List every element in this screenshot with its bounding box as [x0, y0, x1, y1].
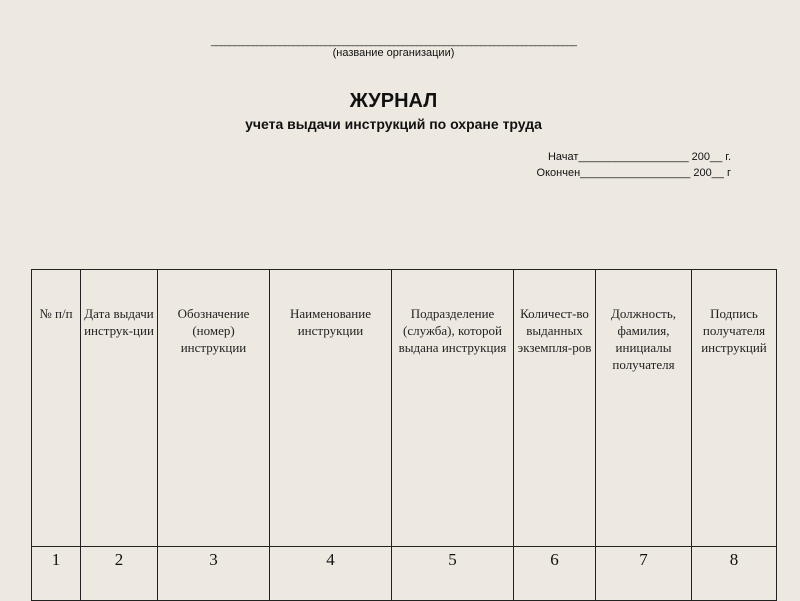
date-started-line: Начат__________________ 200__ г. [547, 151, 731, 163]
table-header-row [32, 270, 777, 547]
column-number-cell: 5 [392, 547, 514, 601]
column-header-number: № п/п [32, 270, 81, 547]
column-header-recipient: Должность, фамилия, инициалы получателя [596, 270, 692, 547]
column-number-cell: 2 [81, 547, 158, 601]
table-column-numbers-row [32, 547, 777, 601]
column-number-cell: 7 [596, 547, 692, 601]
document-title: ЖУРНАЛ [349, 90, 438, 112]
date-finished-line: Окончен__________________ 200__ г [536, 167, 731, 179]
column-number-cell: 6 [514, 547, 596, 601]
column-header-instruction-code: Обозначение (номер) инструкции [158, 270, 270, 547]
organization-name-caption: (название организации) [332, 47, 455, 59]
column-number-cell: 8 [692, 547, 777, 601]
column-number-cell: 3 [158, 547, 270, 601]
column-header-issue-date: Дата выдачи инструк-ции [81, 270, 158, 547]
column-number-cell: 1 [32, 547, 81, 601]
column-number-cell: 4 [270, 547, 392, 601]
journal-table [31, 269, 777, 601]
column-header-copies-count: Количест-во выданных экземпля-ров [514, 270, 596, 547]
column-header-department: Подразделение (служба), которой выдана инструкция [392, 270, 514, 547]
organization-name-line: ________________________________________________________________________________ [211, 36, 576, 47]
column-header-signature: Подпись получателя инструкций [692, 270, 777, 547]
column-header-instruction-name: Наименование инструкции [270, 270, 392, 547]
document-subtitle: учета выдачи инструкций по охране труда [245, 116, 542, 132]
